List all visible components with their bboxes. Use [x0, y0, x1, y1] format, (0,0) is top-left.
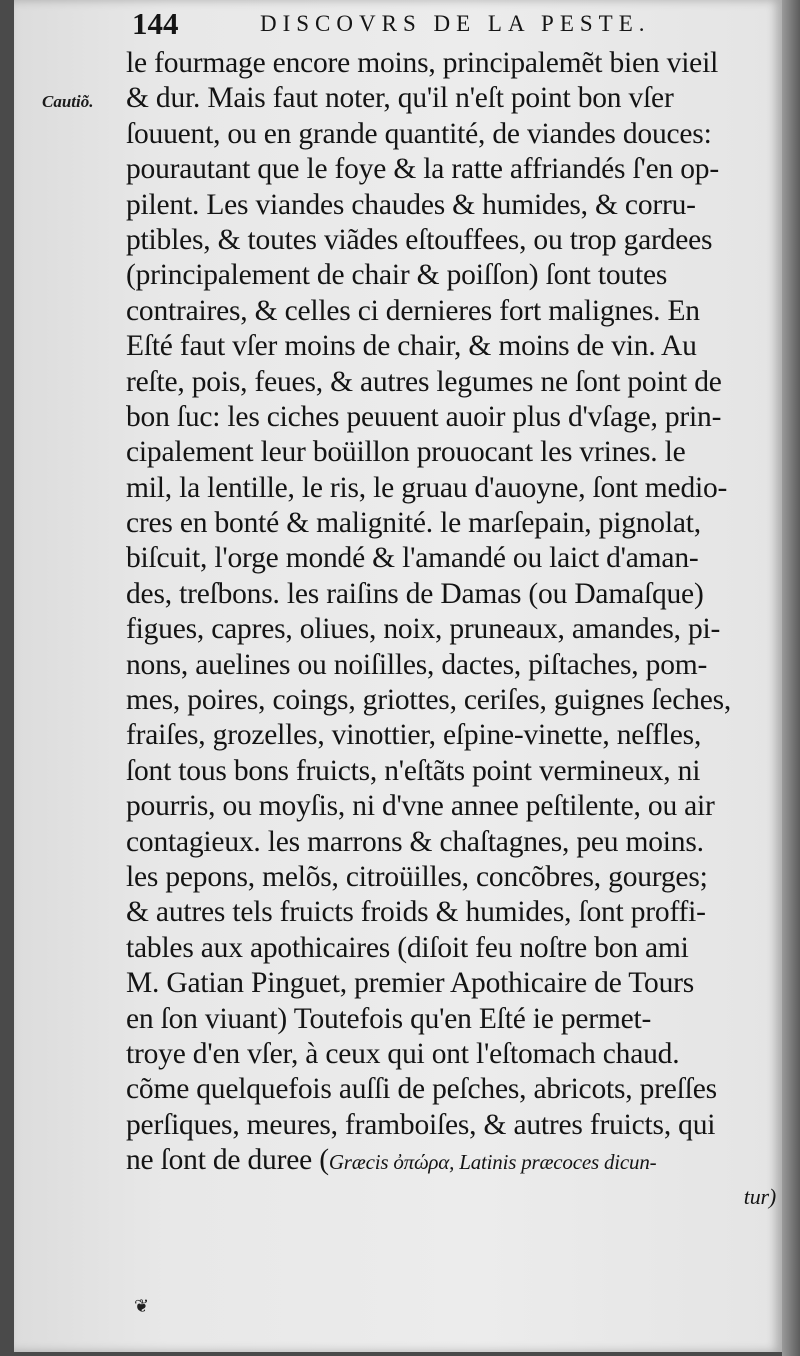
text-line: cõme quelquefois auſſi de peſches, abricots, preſſes: [126, 1073, 717, 1106]
text-line: nons, auelines ou noiſilles, dactes, piſtaches, pom-: [126, 648, 708, 681]
text-line: biſcuit, l'orge mondé & l'amandé ou laict d'aman-: [126, 542, 699, 575]
text-line: fraiſes, grozelles, vinottier, eſpine-vinette, neſfles,: [126, 719, 702, 752]
text-line: des, treſbons. les raiſins de Damas (ou Damaſque): [126, 577, 704, 610]
text-line: Eſté faut vſer moins de chair, & moins de vin. Au: [126, 330, 697, 363]
text-line: bon ſuc: les ciches peuuent auoir plus d'vſage, prin-: [126, 400, 722, 433]
text-line: ptibles, & toutes viãdes eſtouffees, ou trop gardees: [126, 223, 713, 256]
text-line: mes, poires, coings, griottes, ceriſes, guignes ſeches,: [126, 684, 732, 717]
text-line: (principalement de chair & poiſſon) ſont toutes: [126, 259, 668, 292]
page-number: 144: [132, 6, 179, 41]
catchword: tur): [743, 1183, 776, 1209]
margin-note: Cautiõ.: [42, 92, 94, 111]
final-line-text: ne ſont de duree (: [126, 1144, 329, 1177]
text-line: pourris, ou moyſis, ni d'vne annee peſtilente, ou air: [126, 790, 715, 823]
body-text: [126, 46, 794, 1214]
ink-blot-ornament: ❦: [134, 1296, 150, 1317]
text-line-final: [126, 1143, 794, 1178]
text-line: ſont tous bons fruicts, n'eſtãts point vermineux, ni: [126, 754, 701, 787]
text-line: reſte, pois, feues, & autres legumes ne ſont point de: [126, 365, 722, 398]
text-line: ſouuent, ou en grande quantité, de viandes douces:: [126, 117, 712, 150]
text-line: mil, la lentille, le ris, le gruau d'auoyne, ſont medio-: [126, 471, 728, 504]
text-line: perſiques, meures, framboiſes, & autres fruicts, qui: [126, 1108, 716, 1141]
book-page: [14, 0, 782, 1352]
running-head: [132, 4, 792, 44]
page-edge-shadow: [782, 0, 800, 1356]
text-line: & dur. Mais faut noter, qu'il n'eſt point bon vſer: [126, 82, 674, 115]
text-line: contagieux. les marrons & chaſtagnes, peu moins.: [126, 825, 704, 858]
text-line: tables aux apothicaires (diſoit feu noſtre bon ami: [126, 931, 689, 964]
text-line: cipalement leur boüillon prouocant les vrines. le: [126, 436, 686, 469]
text-line: contraires, & celles ci dernieres fort malignes. En: [126, 294, 700, 327]
text-line: pilent. Les viandes chaudes & humides, & corru-: [126, 188, 696, 221]
text-line: le fourmage encore moins, principalemẽt bien vieil: [126, 47, 719, 79]
text-line: les pepons, melõs, citroüilles, concõbres, gourges;: [126, 860, 708, 893]
text-line: troye d'en vſer, à ceux qui ont l'eſtomach chaud.: [126, 1037, 680, 1070]
text-line: pourautant que le foye & la ratte affriandés ſ'en op-: [126, 153, 719, 186]
text-line: cres en bonté & malignité. le marſepain, pignolat,: [126, 507, 701, 540]
text-line: en ſon viuant) Toutefois qu'en Eſté ie permet-: [126, 1002, 652, 1035]
text-line: M. Gatian Pinguet, premier Apothicaire de Tours: [126, 967, 695, 1000]
latin-phrase: Græcis ὀπώρα, Latinis præcoces dicun-: [328, 1150, 657, 1175]
text-line: figues, capres, oliues, noix, pruneaux, amandes, pi-: [126, 613, 721, 646]
running-title: DISCOVRS DE LA PESTE.: [260, 11, 651, 36]
text-line: & autres tels fruicts froids & humides, ſont proffi-: [126, 896, 706, 929]
